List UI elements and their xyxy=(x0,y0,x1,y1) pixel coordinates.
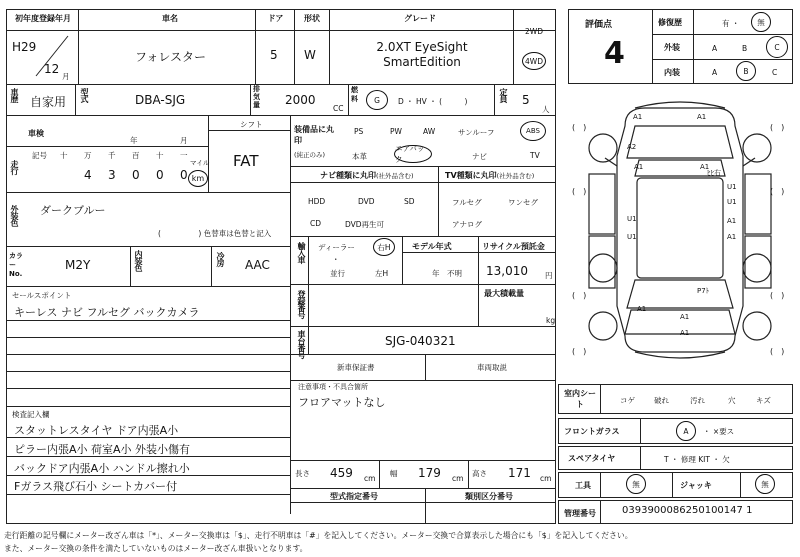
capacity-unit: 人 xyxy=(542,105,550,114)
seat-option: 穴 xyxy=(728,396,736,405)
diagram-paren: ( ) xyxy=(572,123,587,132)
max-load-label: 最大積載量 xyxy=(484,289,524,298)
mile-label: マイル xyxy=(190,159,210,167)
navi-dvd-play: DVD再生可 xyxy=(345,220,385,229)
diagram-paren: ( ) xyxy=(770,123,785,132)
fuel-g: G xyxy=(366,90,388,110)
displacement-label: 排気量 xyxy=(253,85,260,109)
r2-div2 xyxy=(250,84,251,116)
door-label: ドア xyxy=(267,14,284,23)
shift-line xyxy=(208,130,290,131)
frame-top xyxy=(290,326,556,327)
drive-2wd: 2WD xyxy=(525,27,543,36)
seat-option: 破れ xyxy=(654,396,669,405)
import-right: 右H xyxy=(373,238,395,256)
damage-mark: U1 xyxy=(627,233,637,241)
diagram-paren: ( ) xyxy=(572,291,587,300)
grade-line2: SmartEdition xyxy=(383,55,461,69)
reg-label: 登録番号 xyxy=(297,290,306,318)
sales-line5 xyxy=(6,371,290,372)
sales-line6 xyxy=(6,388,290,389)
seat-option: 汚れ xyxy=(690,396,705,405)
displacement-value: 2000 xyxy=(285,93,316,107)
tv-oneseg: ワンセグ xyxy=(508,198,538,207)
frame-label: 車台番号 xyxy=(297,330,306,358)
navi-label: ナビ種類に丸印(社外品含む) xyxy=(320,171,414,180)
diagram-paren: ( ) xyxy=(770,187,785,196)
diagram-paren: ( ) xyxy=(572,347,587,356)
month-unit: 月 xyxy=(62,72,70,81)
navi-sd: SD xyxy=(404,197,415,206)
equip-airbag: エアバック xyxy=(394,145,432,163)
jack-label: ジャッキ xyxy=(680,481,712,490)
cc-unit: CC xyxy=(333,104,344,113)
damage-mark: P7ﾄ xyxy=(697,287,710,295)
shift-value: FAT xyxy=(233,152,259,170)
colorcode-value: M2Y xyxy=(65,258,91,272)
inspector-top xyxy=(6,406,290,407)
diagram-paren: ( ) xyxy=(770,291,785,300)
inspection-label: 車検 xyxy=(28,129,44,138)
colorcode-top xyxy=(6,246,290,247)
seat-label: 室内シート xyxy=(564,389,596,409)
damage-mark: A1 xyxy=(697,113,707,121)
equip-aw: AW xyxy=(423,127,436,136)
mgmt-value: 0393900086250100147 1 xyxy=(622,505,753,516)
score-rule1 xyxy=(652,34,793,35)
equipment-sub: (純正のみ) xyxy=(294,151,326,159)
equip-tv: TV xyxy=(530,151,540,160)
col-div-1 xyxy=(78,9,79,84)
jack-div xyxy=(672,472,673,498)
damage-mark: A1 xyxy=(727,217,737,225)
type-num-label: 型式指定番号 xyxy=(330,492,378,501)
damage-mark: A1 xyxy=(700,163,710,171)
import-parallel: 並行 xyxy=(330,269,345,278)
import-dot: ・ xyxy=(332,255,340,264)
score-value: 4 xyxy=(604,36,625,71)
mileage-unit-label: 十 xyxy=(60,151,68,160)
glass-selected: A xyxy=(676,421,696,441)
cc-div xyxy=(130,246,131,286)
seat-div xyxy=(600,384,601,414)
width-unit: cm xyxy=(452,474,464,483)
shape-label: 形状 xyxy=(304,14,320,23)
jack-div2 xyxy=(740,472,741,498)
notes-label: 注意事項・不具合箇所 xyxy=(298,383,368,391)
height-label: 高さ xyxy=(472,469,487,478)
r2-div1 xyxy=(75,84,76,116)
ac-value: AAC xyxy=(245,258,270,272)
damage-mark: A1 xyxy=(680,329,690,337)
ac-div xyxy=(211,246,212,286)
interior-b: B xyxy=(736,61,756,81)
notes-text: フロアマットなし xyxy=(298,396,386,409)
col-div-3 xyxy=(294,9,295,84)
colorcode-label: カラーNo. xyxy=(9,252,23,278)
interior-a: A xyxy=(712,68,718,77)
interior-c: C xyxy=(772,68,778,77)
import-top xyxy=(290,236,556,237)
recycle-label: リサイクル預託金 xyxy=(482,242,545,251)
mileage-unit-label: 千 xyxy=(108,151,116,160)
fuel-label: 燃料 xyxy=(351,86,358,103)
sales-line4 xyxy=(6,354,290,355)
type-value: DBA-SJG xyxy=(135,93,186,107)
length-label: 長さ xyxy=(295,469,310,478)
sales-text: キーレス ナビ フルセグ バックカメラ xyxy=(14,306,200,319)
sales-line3 xyxy=(6,337,290,338)
name-label: 車名 xyxy=(162,14,178,23)
width-label: 幅 xyxy=(390,469,398,478)
height-unit: cm xyxy=(540,474,552,483)
equip-leather: 本革 xyxy=(352,152,367,161)
navi-dvd: DVD xyxy=(358,197,375,206)
import-dealer: ディーラー xyxy=(318,243,355,252)
capacity-value: 5 xyxy=(522,93,530,107)
inspector-line4: Fガラス飛び石小 シートカバー付 xyxy=(14,480,178,493)
grade-label: グレード xyxy=(404,14,436,23)
footer-line2: また、メーター交換の条件を満たしていないものはメーター改ざん車扱いとなります。 xyxy=(4,544,308,553)
damage-mark: U1 xyxy=(727,198,737,206)
inspection-year: 年 xyxy=(130,136,138,145)
r2-div4 xyxy=(494,84,495,116)
model-year-value: 年 不明 xyxy=(432,269,462,278)
mileage-digit: 0 xyxy=(180,168,188,182)
warranty-top xyxy=(290,354,556,355)
exterior-b: B xyxy=(742,44,748,53)
usage-label: 車歴 xyxy=(10,88,19,102)
dims-top xyxy=(290,460,556,461)
jack-value: 無 xyxy=(755,474,775,494)
mileage-digit: 3 xyxy=(108,168,116,182)
reg-top xyxy=(290,284,556,285)
color-note: ( ) 色替車は色替と記入 xyxy=(158,229,272,238)
load-div xyxy=(478,284,479,326)
mileage-top xyxy=(6,146,208,147)
tools-div xyxy=(600,472,601,498)
notes-top xyxy=(290,380,556,381)
first-reg-month: 12 xyxy=(44,62,60,76)
length-unit: cm xyxy=(364,474,376,483)
grade-line1: 2.0XT EyeSight xyxy=(376,40,468,54)
manual-label: 車両取説 xyxy=(477,363,507,372)
sales-line2 xyxy=(6,320,290,321)
dims-div1 xyxy=(379,460,380,488)
equip-pw: PW xyxy=(390,127,402,136)
mileage-digit: 4 xyxy=(84,168,92,182)
navi-tv-div xyxy=(438,166,439,236)
damage-mark: A1 xyxy=(633,113,643,121)
insp-rule4 xyxy=(6,494,290,495)
score-rule2 xyxy=(652,59,793,60)
sales-label: セールスポイント xyxy=(12,291,72,300)
seat-option: コゲ xyxy=(620,396,635,405)
color-top xyxy=(6,192,290,193)
damage-mark: A1 xyxy=(680,313,690,321)
shift-label: シフト xyxy=(240,120,263,129)
imp-div2 xyxy=(402,236,403,284)
diagram-paren: ( ) xyxy=(572,187,587,196)
first-reg-label: 初年度登録年月 xyxy=(15,14,71,23)
damage-mark: A1 xyxy=(637,305,647,313)
mileage-digit: 0 xyxy=(156,168,164,182)
warranty-label: 新車保証書 xyxy=(337,363,375,372)
imp-div3 xyxy=(478,236,479,284)
body-shape: W xyxy=(304,48,316,62)
navi-top xyxy=(290,166,556,167)
seat-option: キズ xyxy=(756,396,771,405)
mileage-unit-label: 百 xyxy=(132,151,140,160)
model-year-label: モデル年式 xyxy=(412,242,452,251)
navi-hdd: HDD xyxy=(308,197,326,206)
tools-label: 工具 xyxy=(575,481,591,490)
damage-mark: A1 xyxy=(634,163,644,171)
glass-label: フロントガラス xyxy=(564,427,620,436)
imp-head-line xyxy=(402,252,556,253)
imp-div1 xyxy=(308,236,309,284)
mgmt-label: 管理番号 xyxy=(564,509,596,518)
door-count: 5 xyxy=(270,48,278,62)
repair-options: 有 ・ xyxy=(722,19,740,28)
repair-label: 修復歴 xyxy=(658,18,682,27)
navi-head-line xyxy=(290,182,556,183)
max-load-unit: kg xyxy=(546,316,556,325)
length-value: 459 xyxy=(330,466,353,480)
spare-div xyxy=(640,446,641,470)
glass-rest: ・ ×要ス xyxy=(703,427,735,436)
color-value: ダークブルー xyxy=(40,204,106,217)
dims-div2 xyxy=(468,460,469,488)
spare-label: スペアタイヤ xyxy=(568,454,616,463)
first-reg-year: H29 xyxy=(12,40,37,54)
interior-color-label: 内装色 xyxy=(134,250,143,271)
import-label: 輸入車 xyxy=(297,242,306,263)
typenum-line xyxy=(290,502,556,503)
width-value: 179 xyxy=(418,466,441,480)
mileage-unit-label: 十 xyxy=(156,151,164,160)
damage-mark: U1 xyxy=(627,215,637,223)
shift-div xyxy=(208,116,209,192)
mileage-record-label: 記号 xyxy=(32,151,47,160)
vehicle-name: フォレスター xyxy=(135,50,207,64)
usage-value: 自家用 xyxy=(30,95,67,109)
footer-line1: 走行距離の記号欄にメーター改ざん車は「*」、メーター交換車は「$」、走行不明車は「#」を記入してください。メーター交換で合算表示した場合にも「$」を記入してください。 xyxy=(4,531,633,540)
spare-options: T ・ 修理 KIT ・ 欠 xyxy=(664,455,730,464)
fuel-rest: D ・ HV ・ ( ) xyxy=(398,97,468,106)
recycle-value: 13,010 xyxy=(486,264,528,278)
insp-rule2 xyxy=(6,456,290,457)
typenum-top xyxy=(290,488,556,489)
col-div-5 xyxy=(513,9,514,84)
capacity-label: 定員 xyxy=(499,88,508,102)
import-left: 左H xyxy=(375,269,389,278)
equip-navi: ナビ xyxy=(472,152,487,161)
glass-div xyxy=(640,418,641,444)
equip-abs: ABS xyxy=(520,121,546,141)
frame-value: SJG-040321 xyxy=(385,334,456,348)
tv-analog: アナログ xyxy=(452,220,482,229)
class-num-label: 類別区分番号 xyxy=(465,492,513,501)
r2-div3 xyxy=(348,84,349,116)
left-col-div xyxy=(290,116,291,514)
drive-4wd: 4WD xyxy=(522,52,546,70)
warranty-div xyxy=(425,354,426,380)
score-div xyxy=(652,9,653,84)
score-div2 xyxy=(693,9,694,84)
interior-label: 内装 xyxy=(664,68,680,77)
col-div-4 xyxy=(329,9,330,84)
tv-label: TV種類に丸印(社外品含む) xyxy=(445,171,535,180)
mileage-unit-label: 一 xyxy=(180,151,188,160)
navi-cd: CD xyxy=(310,219,322,228)
equip-ps: PS xyxy=(354,127,364,136)
color-label: 外装色 xyxy=(10,205,19,226)
exterior-label: 外装 xyxy=(664,43,680,52)
insp-rule3 xyxy=(6,475,290,476)
repair-selected: 無 xyxy=(751,12,771,32)
damage-mark: A2 xyxy=(627,143,637,151)
score-label: 評価点 xyxy=(585,20,613,30)
damage-mark: U1 xyxy=(727,183,737,191)
exterior-a: A xyxy=(712,44,718,53)
damage-mark: A1 xyxy=(727,233,737,241)
sales-top xyxy=(6,286,290,287)
col-div-2 xyxy=(255,9,256,84)
km-label: km xyxy=(188,170,208,187)
car-diagram xyxy=(565,96,797,364)
inspector-line3: バックドア内張A小 ハンドル擦れ小 xyxy=(14,462,190,475)
height-value: 171 xyxy=(508,466,531,480)
ac-label: 冷房 xyxy=(216,252,225,266)
typenum-div xyxy=(425,488,426,524)
mileage-digit: 0 xyxy=(132,168,140,182)
diagram-paren: ( ) xyxy=(770,347,785,356)
type-label: 型式 xyxy=(80,88,89,102)
mgmt-div xyxy=(600,500,601,524)
frame-div xyxy=(308,326,309,354)
tools-value: 無 xyxy=(626,474,646,494)
reg-div xyxy=(308,284,309,326)
equipment-label: 装備品に丸印 xyxy=(294,125,334,145)
damage-mark: ﾋﾋ右 xyxy=(707,169,721,177)
tv-fullseg: フルセグ xyxy=(452,198,482,207)
recycle-unit: 円 xyxy=(545,271,553,280)
inspector-label: 検査記入欄 xyxy=(12,410,50,419)
exterior-c: C xyxy=(766,36,788,58)
inspection-month: 月 xyxy=(180,136,188,145)
inspector-line1: スタットレスタイヤ ドア内張A小 xyxy=(14,424,179,437)
mileage-unit-label: 万 xyxy=(84,151,92,160)
equip-sunroof: サンルーフ xyxy=(458,128,495,137)
mileage-label: 走行 xyxy=(10,160,19,174)
inspector-line2: ピラー内張A小 荷室A小 外装小傷有 xyxy=(14,443,191,456)
insp-rule1 xyxy=(6,437,290,438)
